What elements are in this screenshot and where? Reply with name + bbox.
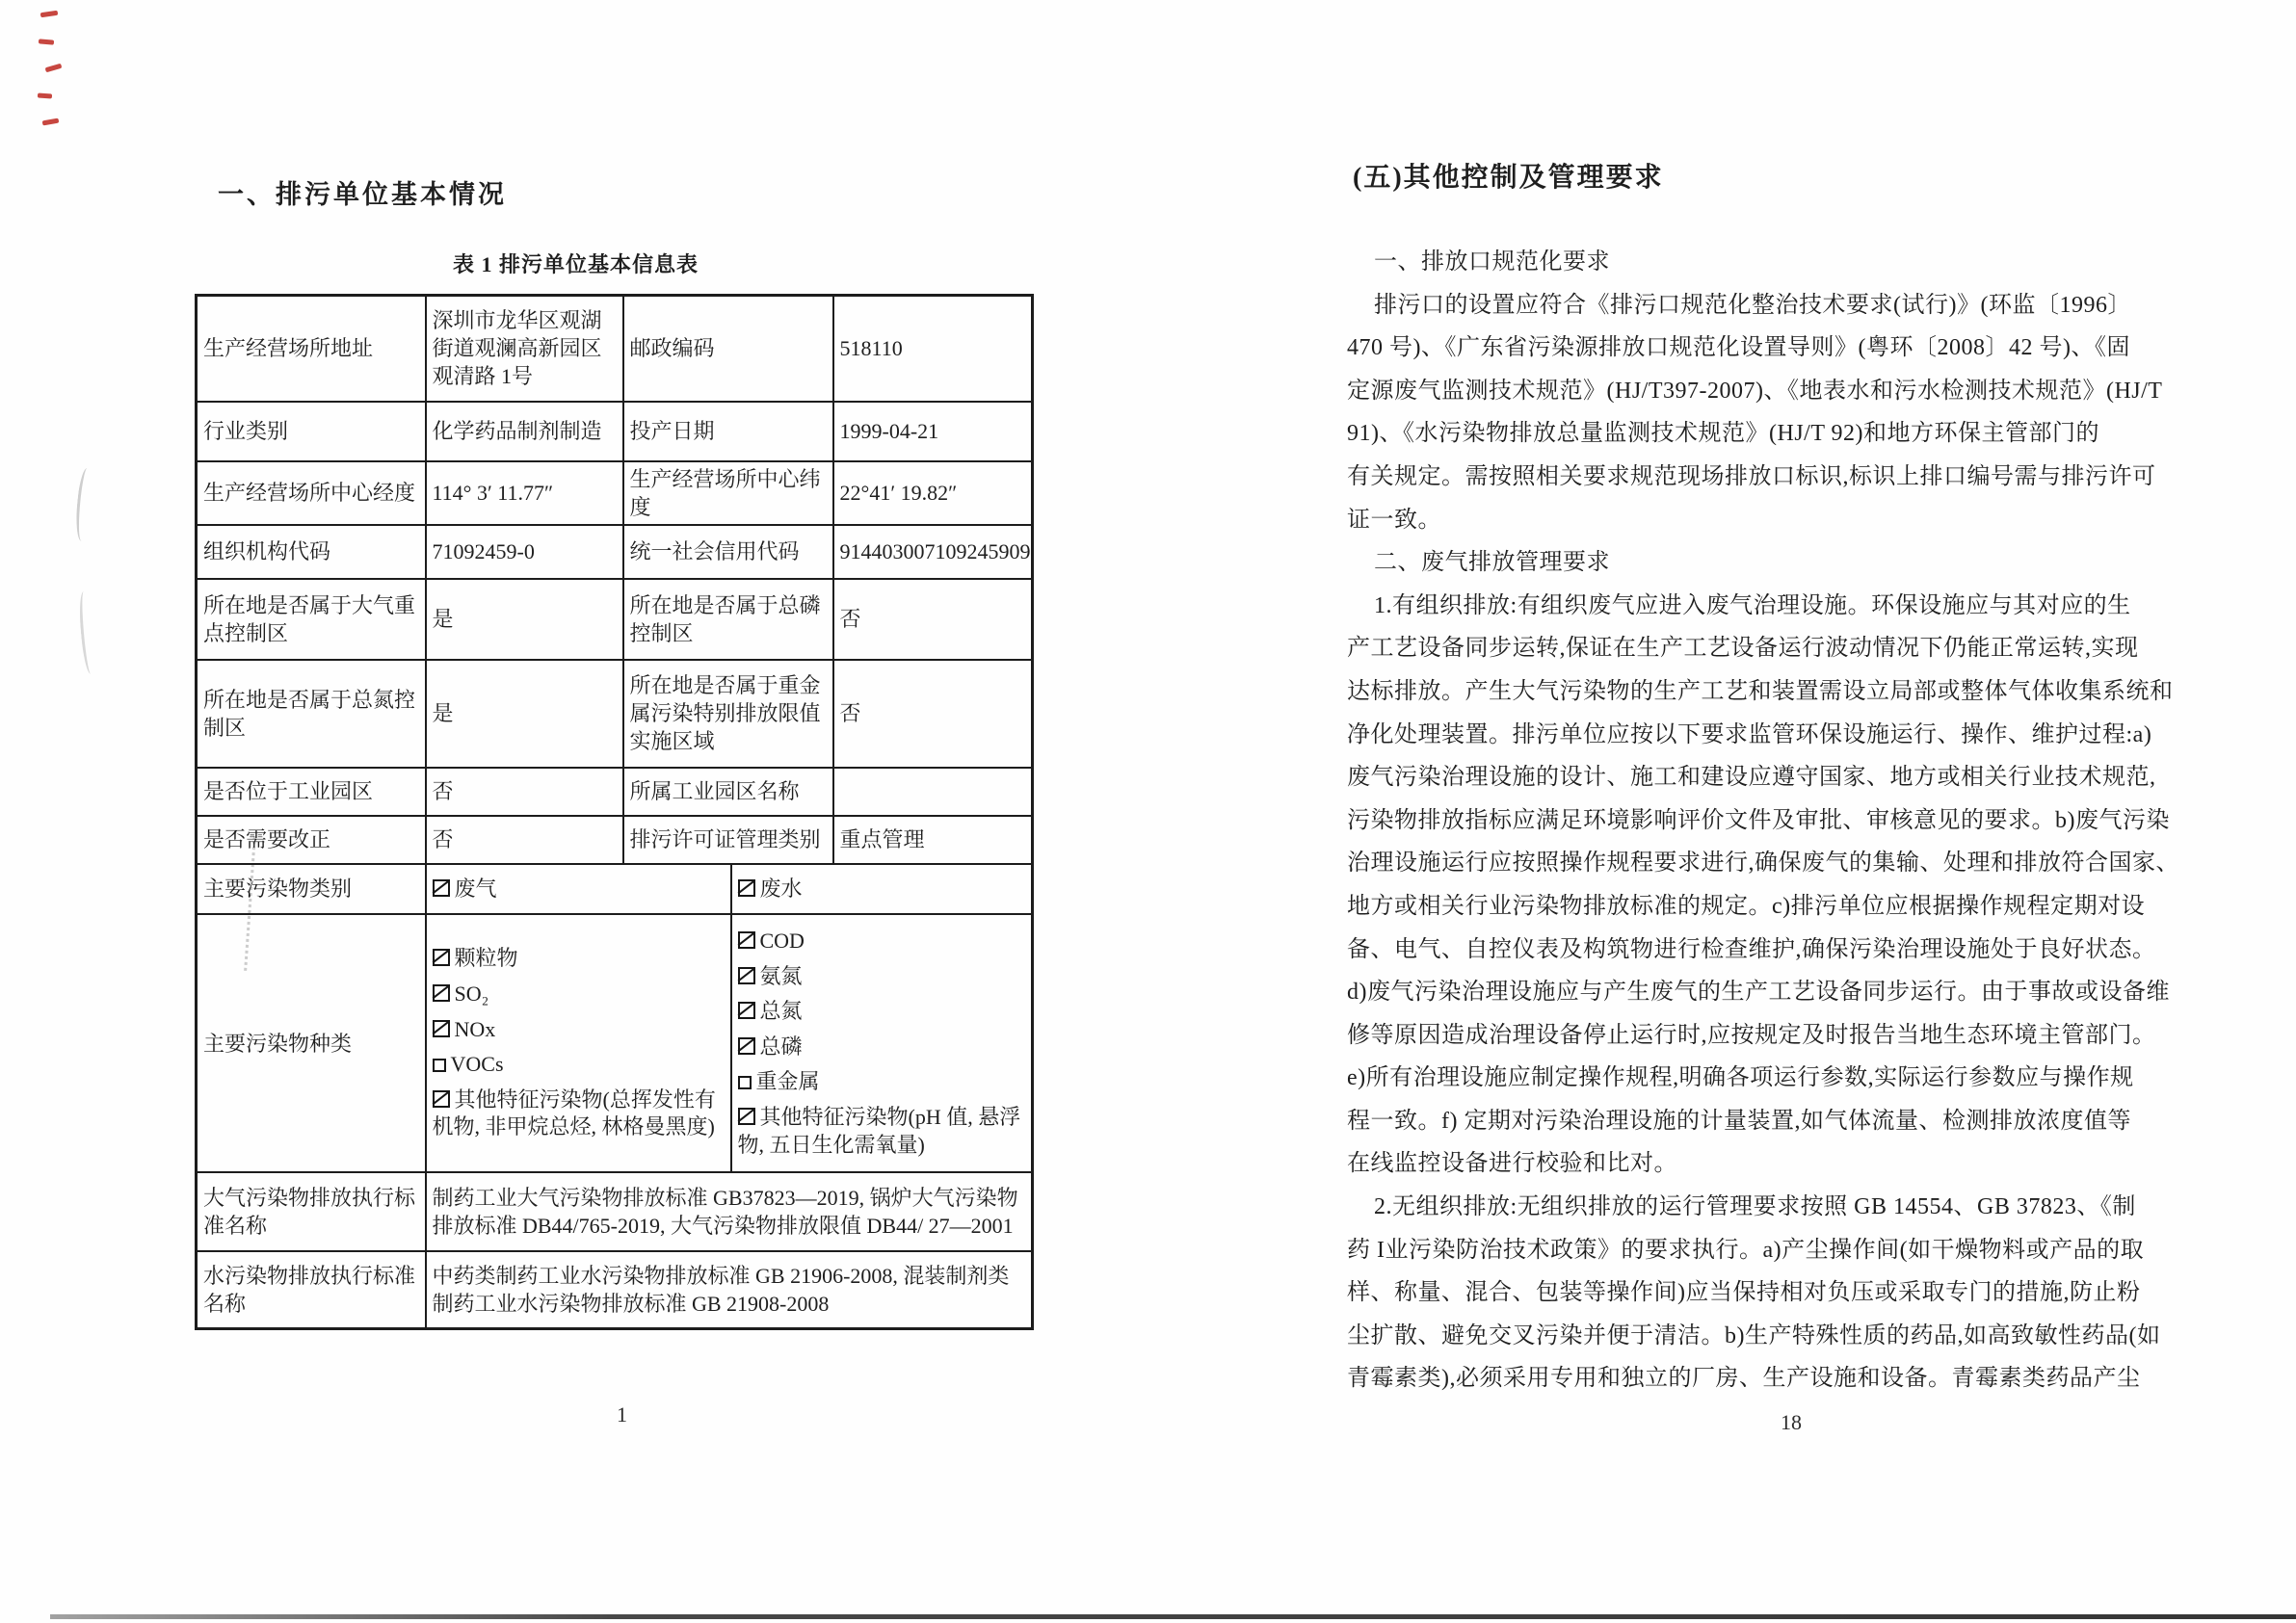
water-standard-label-cell: 水污染物排放执行标准名称 [197, 1251, 426, 1328]
scan-bottom-edge [50, 1614, 2296, 1619]
text-line: 在线监控设备进行校验和比对。 [1347, 1151, 1677, 1177]
table-row [197, 525, 1033, 579]
text-line: 污染物排放指标应满足环境影响评价文件及审批、审核意见的要求。b)废气污染 [1347, 807, 2170, 833]
start-date-label-cell: 投产日期 [623, 402, 833, 461]
heavy-metal-zone-label-cell: 所在地是否属于重金属污染特别排放限值实施区域 [623, 660, 833, 768]
checkbox-checked-icon [738, 931, 755, 949]
list-item [433, 1016, 725, 1044]
industry-value-cell: 化学药品制剂制造 [426, 402, 623, 461]
permit-class-label-cell: 排污许可证管理类别 [623, 816, 833, 864]
list-item [433, 945, 725, 973]
checkbox-unchecked-icon [433, 1059, 446, 1072]
table-row [197, 1172, 1033, 1251]
credit-code-value-cell: 914403007109245909 [833, 525, 1033, 579]
text-line: 1.有组织排放:有组织废气应进入废气治理设施。环保设施应与其对应的生 [1374, 592, 2131, 618]
list-item [433, 981, 725, 1008]
table-row [197, 914, 1033, 1172]
latitude-value-cell: 22°41′ 19.82″ [833, 461, 1033, 525]
text-line: 修等原因造成治理设备停止运行时,应按规定及时报告当地生态环境主管部门。 [1347, 1022, 2156, 1048]
category-label: 废气 [454, 876, 497, 901]
text-line: d)废气污染治理设施应与产生废气的生产工艺设备同步运行。由于事故或设备维 [1347, 980, 2170, 1006]
right-page-number: 18 [1781, 1410, 1802, 1434]
red-mark-icon [39, 39, 54, 44]
red-mark-icon [42, 118, 60, 126]
waste-gas-category-cell [426, 864, 731, 915]
phosphorus-zone-label-cell: 所在地是否属于总磷控制区 [623, 579, 833, 660]
list-item [433, 1051, 725, 1079]
list-item [433, 1086, 725, 1141]
industrial-park-value-cell: 否 [426, 768, 623, 816]
text-line: 地方或相关行业污染物排放标准的规定。c)排污单位应根据操作规程定期对设 [1347, 893, 2146, 919]
pollutant-label: 重金属 [755, 1069, 820, 1094]
checkbox-checked-icon [433, 949, 450, 966]
pollutant-category-label-cell: 主要污染物类别 [197, 864, 426, 915]
start-date-value-cell: 1999-04-21 [833, 402, 1033, 461]
basic-info-table [195, 294, 1034, 1330]
park-name-label-cell: 所属工业园区名称 [623, 768, 833, 816]
pollutant-label: 其他特征污染物(总挥发性有机物, 非甲烷总烃, 林格曼黑度) [432, 1086, 716, 1139]
checkbox-unchecked-icon [738, 1076, 752, 1089]
table-row [197, 816, 1033, 864]
nitrogen-zone-label-cell: 所在地是否属于总氮控制区 [197, 660, 426, 768]
text-line: 尘扩散、避免交叉污染并便于清洁。b)生产特殊性质的药品,如高致敏性药品(如 [1347, 1322, 2161, 1348]
text-line: 一、排放口规范化要求 [1374, 249, 1610, 275]
pollutant-label: 总氮 [759, 999, 803, 1024]
water-standard-value-cell: 中药类制药工业水污染物排放标准 GB 21906-2008, 混装制剂类制药工业水污染物排放标准 GB 21908-2008 [426, 1251, 1033, 1328]
postcode-value-cell: 518110 [833, 296, 1033, 402]
text-line: 产工艺设备同步运转,保证在生产工艺设备运行波动情况下仍能正常运转,实现 [1347, 636, 2139, 662]
text-line: e)所有治理设施应制定操作规程,明确各项运行参数,实际运行参数应与操作规 [1347, 1065, 2134, 1091]
table-row [197, 296, 1033, 402]
park-name-value-cell [833, 768, 1033, 816]
pollutant-label: 总磷 [759, 1034, 803, 1059]
table-row [197, 660, 1033, 768]
gas-pollutant-list-cell [426, 914, 731, 1172]
text-line: 排污口的设置应符合《排污口规范化整治技术要求(试行)》(环监〔1996〕 [1374, 292, 2131, 318]
checkbox-checked-icon [433, 879, 450, 897]
text-line: 药 I业污染防治技术政策》的要求执行。a)产尘操作间(如干燥物料或产品的取 [1347, 1237, 2145, 1263]
correction-label-cell: 是否需要改正 [197, 816, 426, 864]
text-line: 程一致。f) 定期对污染治理设施的计量装置,如气体流量、检测排放浓度值等 [1347, 1108, 2131, 1134]
table-row [197, 402, 1033, 461]
table-row [197, 1251, 1033, 1328]
checkbox-checked-icon [738, 1002, 755, 1019]
text-line: 样、称量、混合、包装等操作间)应当保持相对负压或采取专门的措施,防止粉 [1347, 1280, 2141, 1306]
red-mark-icon [45, 64, 63, 72]
red-mark-icon [38, 92, 52, 98]
text-line: 达标排放。产生大气污染物的生产工艺和装置需设立局部或整体气体收集系统和 [1347, 678, 2174, 704]
list-item [738, 1034, 1026, 1061]
scan-smudge [77, 591, 96, 675]
waste-water-category-cell [731, 864, 1033, 915]
checkbox-checked-icon [738, 1108, 755, 1125]
table-row [197, 864, 1033, 915]
list-item [738, 928, 1026, 955]
water-pollutant-list-cell [731, 914, 1033, 1172]
table-row [197, 579, 1033, 660]
air-key-zone-value-cell: 是 [426, 579, 623, 660]
checkbox-checked-icon [433, 984, 450, 1002]
category-label: 废水 [759, 876, 803, 901]
nitrogen-zone-value-cell: 是 [426, 660, 623, 768]
address-label-cell: 生产经营场所地址 [197, 296, 426, 402]
checkbox-checked-icon [433, 1020, 450, 1037]
latitude-label-cell: 生产经营场所中心纬度 [623, 461, 833, 525]
industry-label-cell: 行业类别 [197, 402, 426, 461]
pollutant-label: VOCs [450, 1052, 504, 1077]
air-key-zone-label-cell: 所在地是否属于大气重点控制区 [197, 579, 426, 660]
pollutant-label: SO₂ [454, 981, 489, 1006]
pollutant-label: COD [759, 929, 805, 954]
longitude-value-cell: 114° 3′ 11.77″ [426, 461, 623, 525]
text-line: 2.无组织排放:无组织排放的运行管理要求按照 GB 14554、GB 37823、《制 [1374, 1194, 2136, 1220]
scan-smudge [73, 467, 95, 541]
right-section-title: (五)其他控制及管理要求 [1353, 163, 1664, 193]
org-code-label-cell: 组织机构代码 [197, 525, 426, 579]
air-standard-label-cell: 大气污染物排放执行标准名称 [197, 1172, 426, 1251]
org-code-value-cell: 71092459-0 [426, 525, 623, 579]
pollutant-label: 氨氮 [759, 963, 803, 988]
left-section-title: 一、排污单位基本情况 [218, 180, 507, 209]
text-line: 青霉素类),必须采用专用和独立的厂房、生产设施和设备。青霉素类药品产尘 [1347, 1366, 2141, 1392]
list-item [738, 1068, 1026, 1096]
credit-code-label-cell: 统一社会信用代码 [623, 525, 833, 579]
list-item [738, 1104, 1026, 1159]
red-mark-icon [40, 11, 59, 17]
permit-class-value-cell: 重点管理 [833, 816, 1033, 864]
pollutant-type-label-cell: 主要污染物种类 [197, 914, 426, 1172]
text-line: 有关规定。需按照相关要求规范现场排放口标识,标识上排口编号需与排污许可 [1347, 463, 2156, 489]
text-line: 证一致。 [1347, 507, 1441, 533]
text-line: 91)、《水污染物排放总量监测技术规范》(HJ/T 92)和地方环保主管部门的 [1347, 421, 2100, 447]
text-line: 二、废气排放管理要求 [1374, 550, 1610, 576]
pollutant-label: NOx [454, 1016, 496, 1041]
table-caption: 表 1 排污单位基本信息表 [453, 252, 699, 276]
pollutant-label: 其他特征污染物(pH 值, 悬浮物, 五日生化需氧量) [737, 1105, 1021, 1157]
longitude-label-cell: 生产经营场所中心经度 [197, 461, 426, 525]
right-page-text [1347, 241, 2179, 1400]
text-line: 净化处理装置。排污单位应按以下要求监管环保设施运行、操作、维护过程:a) [1347, 721, 2152, 747]
checkbox-checked-icon [738, 967, 755, 984]
phosphorus-zone-value-cell: 否 [833, 579, 1033, 660]
postcode-label-cell: 邮政编码 [623, 296, 833, 402]
industrial-park-label-cell: 是否位于工业园区 [197, 768, 426, 816]
list-item [738, 963, 1026, 991]
text-line: 定源废气监测技术规范》(HJ/T397-2007)、《地表水和污水检测技术规范》(HJ/T [1347, 378, 2163, 404]
pollutant-label: 颗粒物 [454, 946, 518, 971]
checkbox-checked-icon [738, 1037, 755, 1055]
text-line: 废气污染治理设施的设计、施工和建设应遵守国家、地方或相关行业技术规范, [1347, 765, 2156, 791]
checkbox-checked-icon [738, 879, 755, 897]
checkbox-checked-icon [433, 1090, 450, 1108]
correction-value-cell: 否 [426, 816, 623, 864]
table-row [197, 768, 1033, 816]
heavy-metal-zone-value-cell: 否 [833, 660, 1033, 768]
table-row [197, 461, 1033, 525]
text-line: 治理设施运行应按照操作规程要求进行,确保废气的集输、处理和排放符合国家、 [1347, 851, 2179, 877]
text-line: 470 号)、《广东省污染源排放口规范化设置导则》(粤环〔2008〕42 号)、《固 [1347, 335, 2130, 361]
left-page-number: 1 [617, 1402, 627, 1427]
text-line: 备、电气、自控仪表及构筑物进行检查维护,确保污染治理设施处于良好状态。 [1347, 936, 2156, 962]
address-value-cell: 深圳市龙华区观湖街道观澜高新园区观清路 1号 [426, 296, 623, 402]
list-item [738, 998, 1026, 1026]
air-standard-value-cell: 制药工业大气污染物排放标准 GB37823—2019, 锅炉大气污染物排放标准 DB44/765-2019, 大气污染物排放限值 DB44/ 27—2001 [426, 1172, 1033, 1251]
